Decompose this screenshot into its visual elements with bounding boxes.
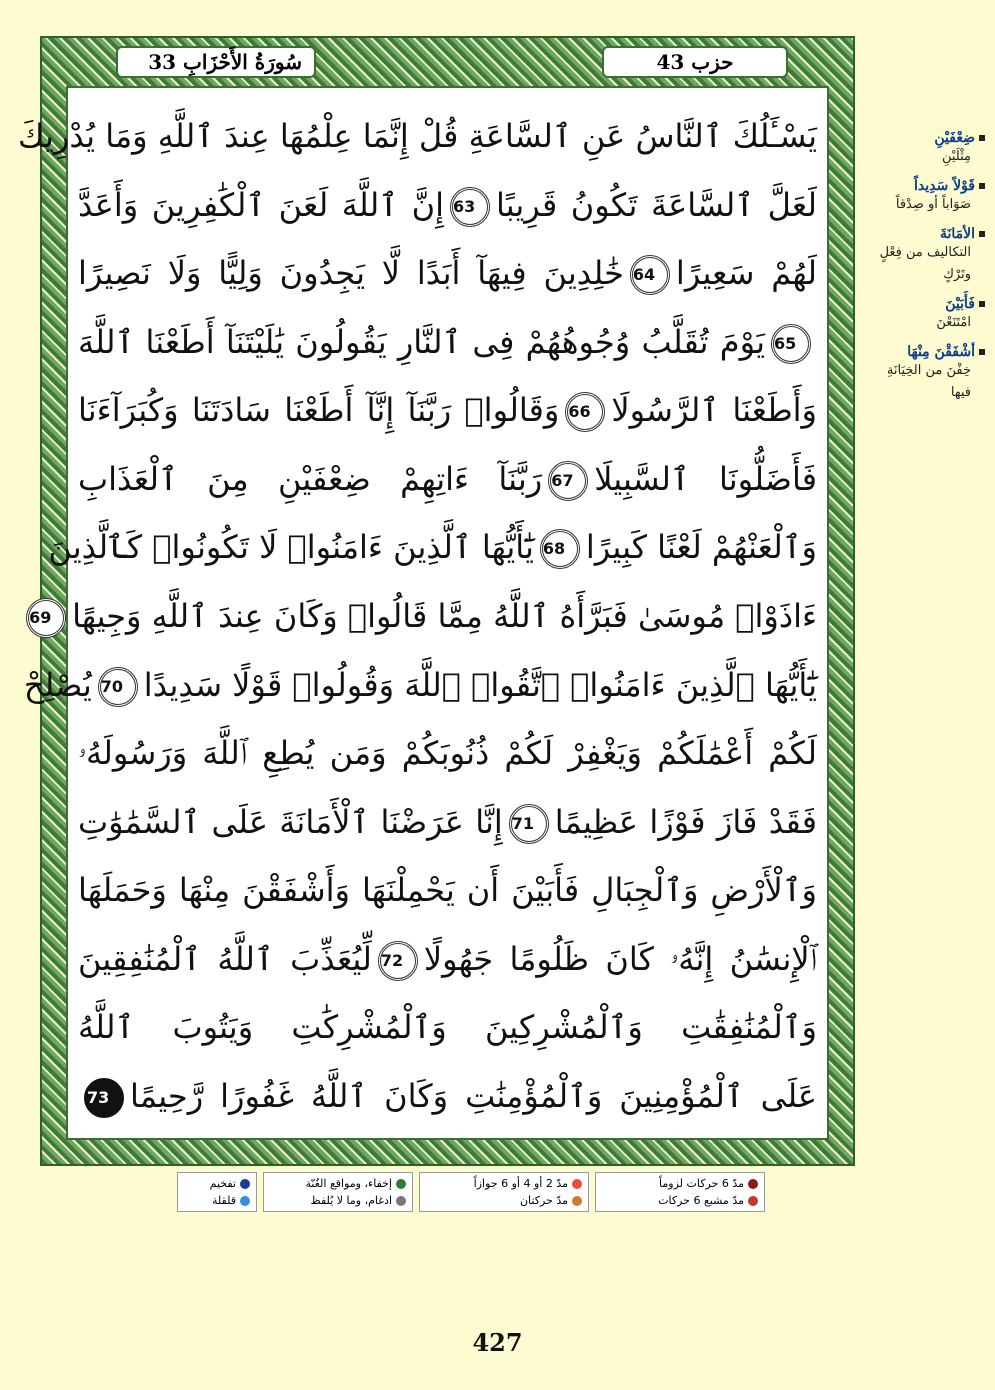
hizb-header	[602, 46, 788, 78]
ayah-text: لِّيُعَذِّبَ ٱللَّهُ ٱلْمُنَٰفِقِينَ	[78, 939, 372, 978]
ayah-line	[78, 239, 817, 307]
glossary-term-text: فَأَبَيْنَ	[945, 296, 975, 312]
color-dot-icon	[396, 1196, 406, 1206]
ayah-text: يُصْلِحْ	[23, 665, 92, 704]
ayah-line	[78, 925, 817, 993]
ayah-text: ٱلْإِنسَٰنُ إِنَّهُۥ كَانَ ظَلُومًا جَهُولًا	[423, 939, 818, 978]
bullet-icon	[979, 183, 985, 189]
glossary-definition: صَوَاباً أو صِدْقاً	[895, 197, 971, 212]
color-dot-icon	[748, 1196, 758, 1206]
glossary-definition: التكاليف من فِعْلٍ وتَرْكٍ	[879, 245, 971, 282]
legend-label: تفخيم	[209, 1177, 236, 1190]
ayah-text: فَقَدْ فَازَ فَوْزًا عَظِيمًا	[554, 802, 817, 841]
ayah-line	[48, 513, 817, 581]
ayah-number-marker: 68	[540, 529, 580, 569]
ayah-line	[78, 308, 817, 376]
ayah-line	[17, 102, 817, 170]
bullet-icon	[979, 349, 985, 355]
glossary-sidebar	[870, 120, 985, 404]
color-dot-icon	[572, 1196, 582, 1206]
ayah-text: رَبَّنَآ ءَاتِهِمْ ضِعْفَيْنِ مِنَ ٱلْعَذَابِ	[78, 459, 543, 498]
ayah-number-marker: 66	[565, 392, 605, 432]
glossary-definition: مِثْلَيْنِ	[941, 149, 971, 164]
color-dot-icon	[396, 1179, 406, 1189]
legend-item	[426, 1177, 582, 1190]
legend-col-4	[177, 1172, 257, 1212]
glossary-term	[870, 178, 985, 194]
legend-item	[270, 1177, 406, 1190]
glossary-term-text: ضِعْفَيْنِ	[934, 130, 975, 146]
glossary-definition: امْتَنَعْنَ	[936, 315, 971, 330]
ayah-lines	[17, 102, 818, 1130]
ayah-number-marker: 65	[771, 324, 811, 364]
ayah-text: إِنَّ ٱللَّهَ لَعَنَ ٱلْكَٰفِرِينَ وَأَعَدَّ	[78, 185, 444, 224]
tajweed-legend	[165, 1172, 765, 1212]
ayah-line	[78, 171, 817, 239]
legend-col-2	[419, 1172, 589, 1212]
ayah-text: لَكُمْ أَعْمَٰلَكُمْ وَيَغْفِرْ لَكُمْ ذُنُوبَكُمْ وَمَن يُطِعِ ٱللَّهَ وَرَسُولَهُۥ	[78, 734, 817, 773]
ayah-text: إِنَّا عَرَضْنَا ٱلْأَمَانَةَ عَلَى ٱلسَّمَٰوَٰتِ	[78, 802, 503, 841]
glossary-term	[870, 296, 985, 312]
legend-label: ادغام، وما لا يُلفظ	[310, 1194, 392, 1207]
ayah-number-marker: 73	[84, 1078, 124, 1118]
ayah-text: يَسْـَٔلُكَ ٱلنَّاسُ عَنِ ٱلسَّاعَةِ قُلْ إِنَّمَا عِلْمُهَا عِندَ ٱللَّهِ وَمَا يُدْرِيكَ	[17, 117, 817, 155]
ayah-text: وَٱلْعَنْهُمْ لَعْنًا كَبِيرًا	[585, 528, 817, 567]
legend-label: قلقلة	[211, 1194, 236, 1207]
legend-col-1	[595, 1172, 765, 1212]
legend-col-3	[263, 1172, 413, 1212]
ayah-text: وَأَطَعْنَا ٱلرَّسُولَا	[611, 391, 818, 430]
legend-item	[602, 1177, 758, 1190]
ayah-number-marker: 69	[26, 598, 66, 638]
ayah-number-marker: 64	[630, 255, 670, 295]
ayah-number-marker: 71	[509, 804, 549, 844]
ayah-text: وَٱلْأَرْضِ وَٱلْجِبَالِ فَأَبَيْنَ أَن يَحْمِلْنَهَا وَأَشْفَقْنَ مِنْهَا وَحَمَلَهَا	[78, 871, 817, 910]
ayah-text: وَٱلْمُنَٰفِقَٰتِ وَٱلْمُشْرِكِينَ وَٱلْمُشْرِكَٰتِ وَيَتُوبَ ٱللَّهُ	[78, 1008, 817, 1047]
page-number: 427	[472, 1328, 523, 1357]
surah-header	[116, 46, 316, 78]
bullet-icon	[979, 231, 985, 237]
legend-item	[184, 1177, 250, 1190]
ayah-line	[78, 1062, 817, 1130]
legend-label: إخفاء، ومواقع الغُنّة	[305, 1177, 392, 1190]
color-dot-icon	[572, 1179, 582, 1189]
ayah-text: فَأَضَلُّونَا ٱلسَّبِيلَا	[594, 459, 818, 498]
glossary-definition: خِفْنَ من الخِيَانَةِ فيها	[886, 363, 971, 400]
legend-label: مدّ 6 حركات لزوماً	[659, 1177, 744, 1190]
ayah-line	[78, 719, 817, 787]
ayah-line	[29, 582, 817, 650]
ayah-line	[78, 376, 817, 444]
ayah-line	[78, 445, 817, 513]
glossary-term	[870, 344, 985, 360]
glossary-term	[870, 226, 985, 242]
ayah-text: يَٰٓأَيُّهَا ٱلَّذِينَ ءَامَنُوا۟ لَا تَكُونُوا۟ كَٱلَّذِينَ	[48, 528, 534, 567]
ayah-text: وَقَالُوا۟ رَبَّنَآ إِنَّآ أَطَعْنَا سَادَتَنَا وَكُبَرَآءَنَا	[78, 391, 560, 430]
ayah-line	[78, 993, 817, 1061]
bullet-icon	[979, 301, 985, 307]
glossary-term	[870, 130, 985, 146]
hizb-label: حزب 43	[656, 50, 734, 74]
ayah-number-marker: 67	[548, 461, 588, 501]
glossary-term-text: الأمَانَةَ	[939, 226, 975, 242]
surah-label: سُورَةُ الأَحْزَابِ 33	[148, 50, 302, 74]
ayah-line	[78, 856, 817, 924]
color-dot-icon	[748, 1179, 758, 1189]
ayah-line	[78, 788, 817, 856]
ayah-text: عَلَى ٱلْمُؤْمِنِينَ وَٱلْمُؤْمِنَٰتِ وَكَانَ ٱللَّهُ غَفُورًا رَّحِيمًا	[130, 1076, 817, 1115]
ayah-number-marker: 72	[378, 941, 418, 981]
legend-label: مدّ حركتان	[519, 1194, 568, 1207]
glossary-term-text: أشْفَقْنَ مِنْهَا	[907, 344, 975, 360]
ayah-text: لَهُمْ سَعِيرًا	[675, 254, 818, 293]
ayah-text: يَوْمَ تُقَلَّبُ وُجُوهُهُمْ فِى ٱلنَّارِ يَقُولُونَ يَٰلَيْتَنَآ أَطَعْنَا ٱللَّهَ	[78, 322, 765, 361]
bullet-icon	[979, 135, 985, 141]
page-frame	[17, 36, 855, 1166]
glossary-term-text: قَوْلاً سَدِيداً	[914, 178, 975, 194]
ayah-number-marker: 70	[98, 667, 138, 707]
legend-item	[184, 1194, 250, 1207]
legend-label: مدّ مشبع 6 حركات	[658, 1194, 744, 1207]
ayah-text: خَٰلِدِينَ فِيهَآ أَبَدًا لَّا يَجِدُونَ وَلِيًّا وَلَا نَصِيرًا	[78, 254, 624, 293]
legend-item	[602, 1194, 758, 1207]
text-panel	[17, 86, 829, 1140]
ayah-line	[23, 651, 817, 719]
ayah-text: لَعَلَّ ٱلسَّاعَةَ تَكُونُ قَرِيبًا	[495, 185, 818, 224]
ayah-number-marker: 63	[450, 187, 490, 227]
ayah-text: يَٰٓأَيُّهَا ٱلَّذِينَ ءَامَنُوا۟ ٱتَّقُوا۟ ٱللَّهَ وَقُولُوا۟ قَوْلًا سَدِيدًا	[143, 665, 817, 704]
legend-item	[426, 1194, 582, 1207]
legend-item	[270, 1194, 406, 1207]
color-dot-icon	[240, 1179, 250, 1189]
color-dot-icon	[240, 1196, 250, 1206]
legend-label: مدّ 2 أو 4 أو 6 جوازاً	[473, 1177, 568, 1190]
ayah-text: ءَاذَوْا۟ مُوسَىٰ فَبَرَّأَهُ ٱللَّهُ مِمَّا قَالُوا۟ وَكَانَ عِندَ ٱللَّهِ وَجِيهًا	[72, 596, 817, 635]
